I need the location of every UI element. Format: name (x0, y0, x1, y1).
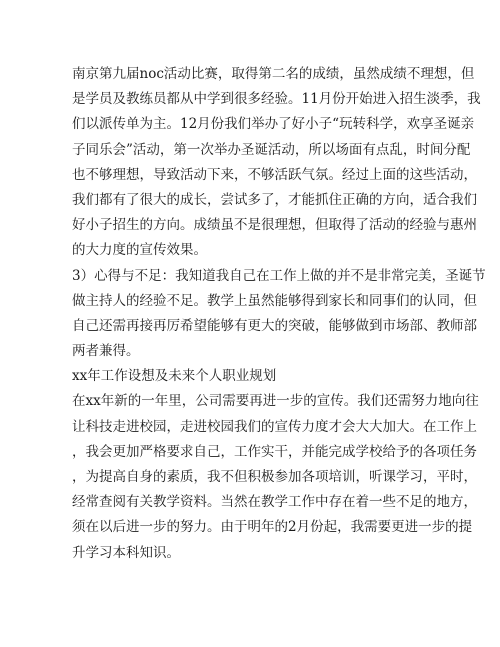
text-line: 也不够理想，导致活动下来，不够活跃气氛。经过上面的这些活动， (72, 166, 477, 183)
text-line: 子同乐会”活动，第一次举办圣诞活动，所以场面有点乱，时间分配 (72, 141, 471, 158)
text-line: ，我会更加严格要求自己，工作实干，并能完成学校给予的各项任务 (72, 443, 477, 460)
text-line: 在xx年新的一年里，公司需要再进一步的宣传。我们还需努力地向往 (72, 393, 479, 410)
text-line: 自己还需再接再厉希望能够有更大的突破，能够做到市场部、教师部 (72, 317, 477, 334)
text-line: 两者兼得。 (72, 343, 140, 360)
text-line: 我们都有了很大的成长，尝试多了，才能抓住正确的方向，适合我们 (72, 191, 477, 208)
text-line: 们以派传单为主。12月份我们举办了好小子“玩转科学，欢享圣诞亲 (72, 116, 475, 133)
text-line: 做主持人的经验不足。教学上虽然能够得到家长和同事们的认同，但 (72, 292, 477, 309)
text-line: 须在以后进一步的努力。由于明年的2月份起，我需要更进一步的提 (72, 519, 473, 536)
paragraph-reflection (72, 264, 486, 365)
text-line: 经常查阅有关教学资料。当然在教学工作中存在着一些不足的地方， (72, 494, 477, 511)
section-heading-plan (72, 364, 428, 389)
text-line: ，为提高自身的素质，我不但积极参加各项培训，听课学习，平时， (72, 469, 477, 485)
section-heading: xx年工作设想及未来个人职业规划 (72, 368, 277, 385)
text-line: 让科技走进校园，走进校园我们的宣传力度才会大大加大。在工作上 (72, 418, 477, 435)
text-line: 好小子招生的方向。成绩虽不是很理想，但取得了活动的经验与惠州 (72, 217, 477, 234)
text-line: 是学员及教练员都从中学到很多经验。11月份开始进入招生淡季，我 (72, 91, 481, 108)
text-line: 南京第九届noc活动比赛，取得第二名的成绩，虽然成绩不理想，但 (72, 66, 475, 82)
text-line: 的大力度的宣传效果。 (72, 242, 207, 259)
paragraph-activity-result (72, 62, 481, 264)
paragraph-plan (72, 389, 479, 565)
text-line: 3）心得与不足：我知道我自己在工作上做的并不是非常完美，圣诞节 (72, 267, 486, 284)
text-line: 升学习本科知识。 (72, 544, 180, 561)
document-body (72, 62, 486, 566)
